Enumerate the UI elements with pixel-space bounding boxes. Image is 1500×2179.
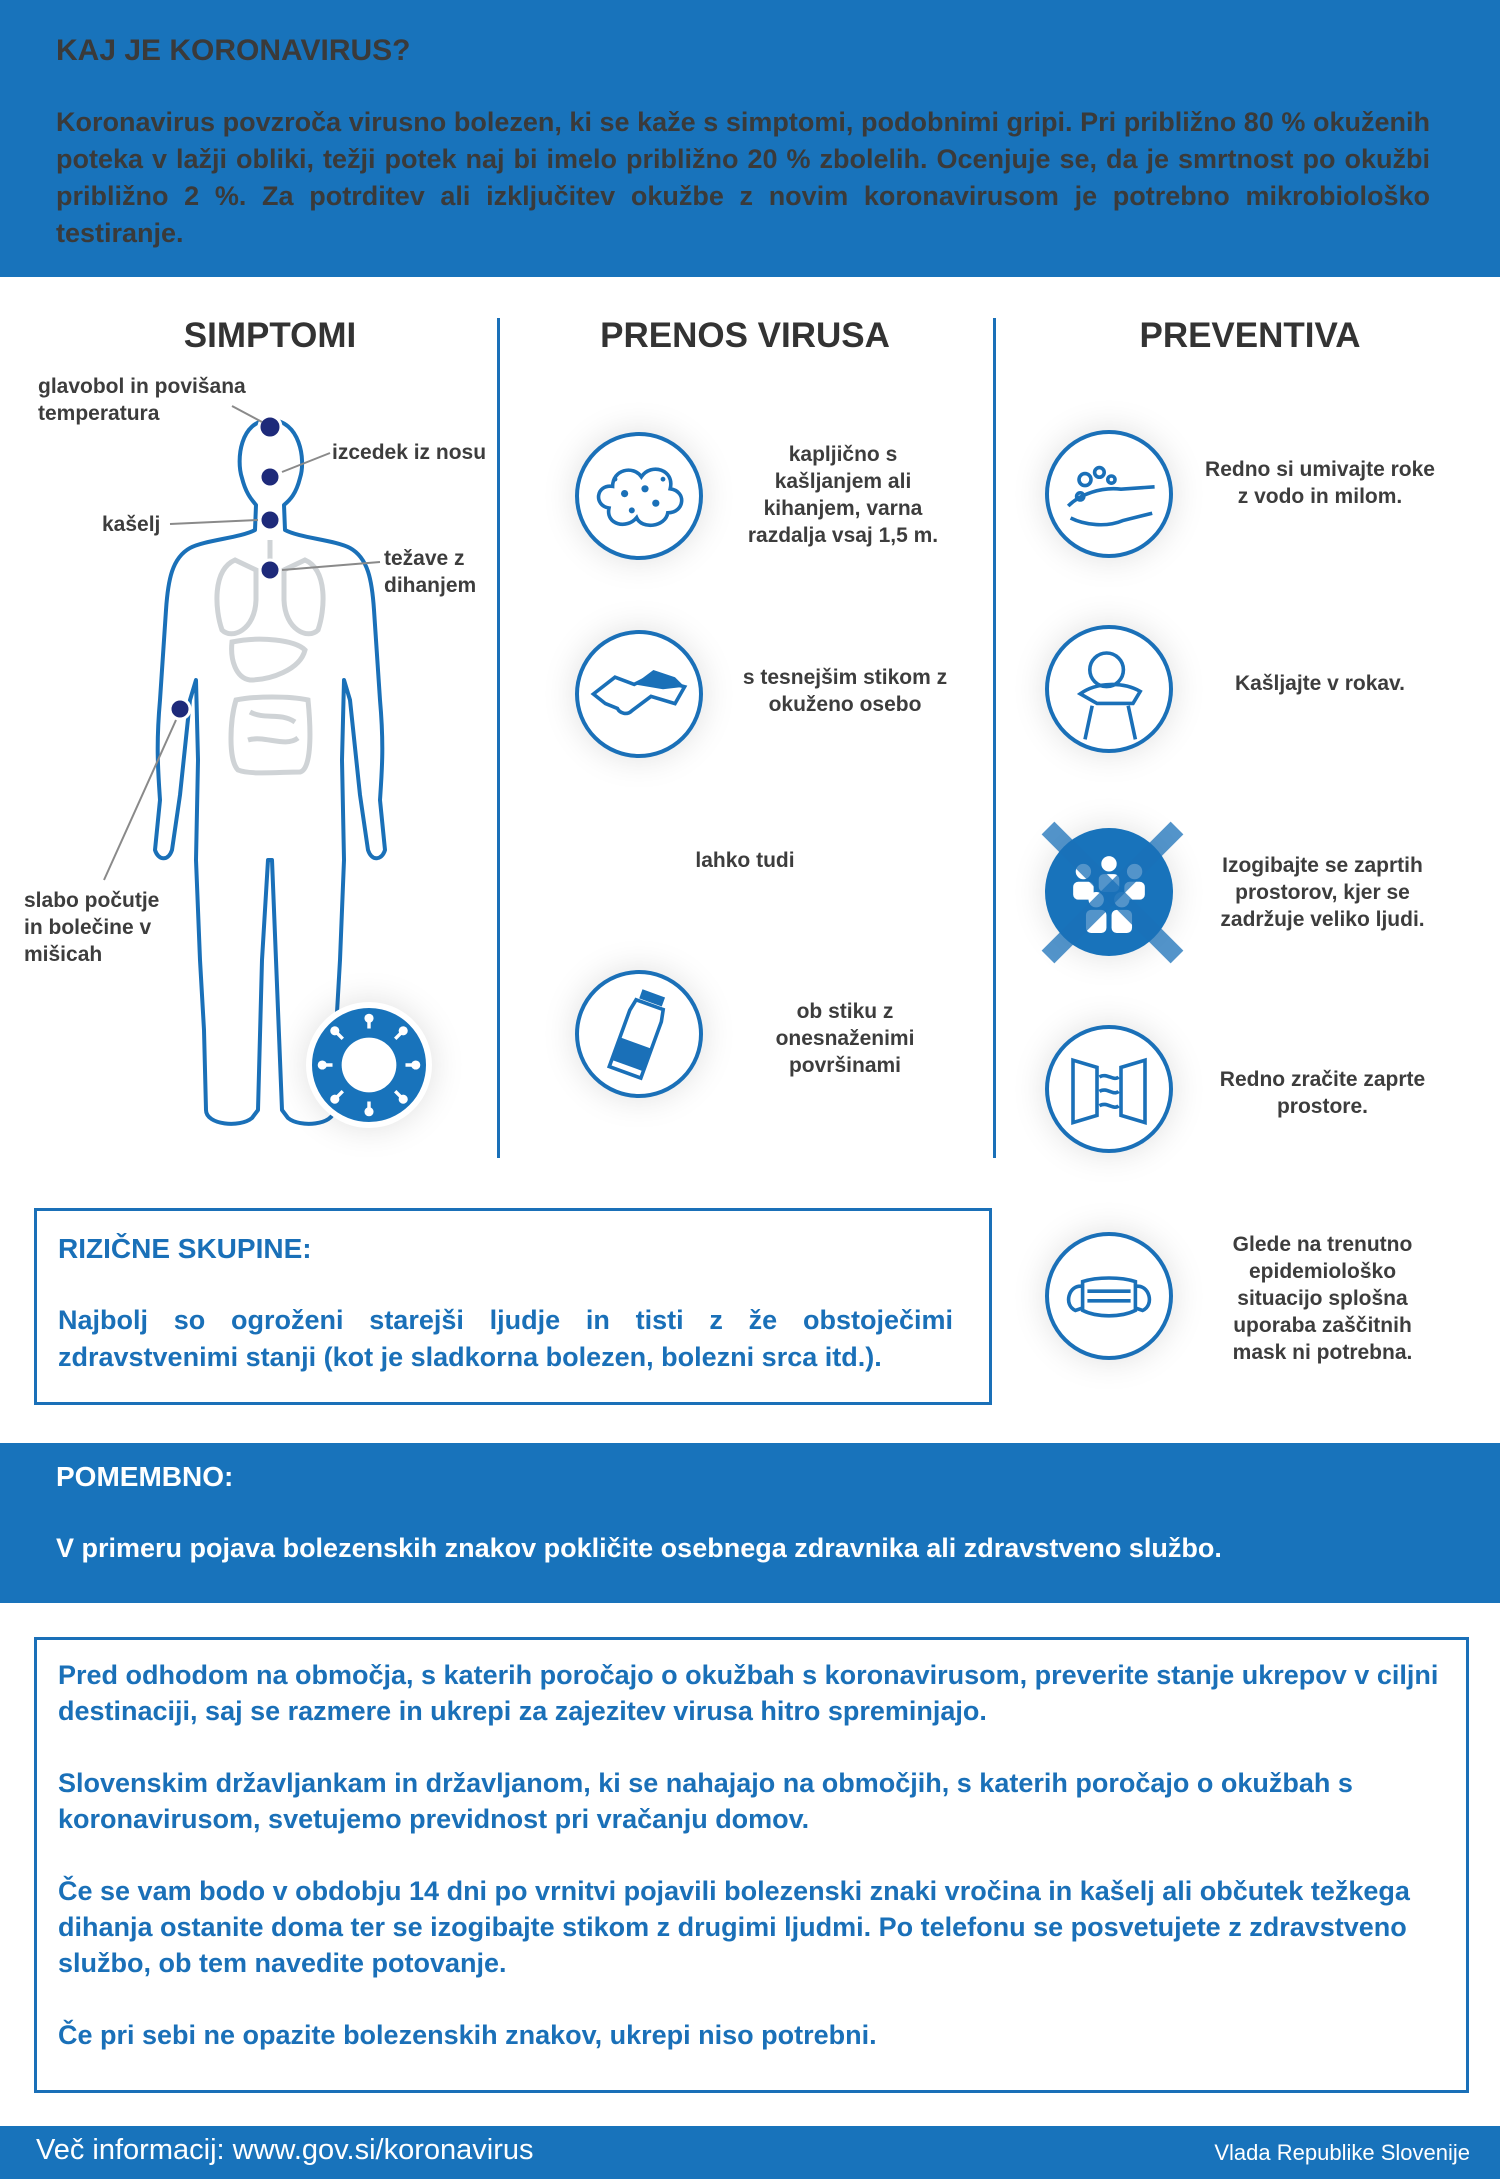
- transmission-surfaces-label: ob stiku z onesnaženimi površinami: [775, 1000, 915, 1077]
- symptom-headache: glavobol in povišana temperatura: [38, 375, 246, 425]
- transmission-also-label: lahko tudi: [695, 849, 795, 872]
- transmission-contact-label: s tesnejšim stikom z okuženo osebo: [742, 666, 948, 716]
- virus-icon: [306, 1002, 432, 1128]
- intro-title: KAJ JE KORONAVIRUS?: [56, 34, 411, 67]
- prevention-avoid-label: Izogibajte se zaprtih prostorov, kjer se zadržuje veliko ljudi.: [1220, 854, 1425, 931]
- intro-text: Koronavirus povzroča virusno bolezen, ki se kaže s simptomi, podobnimi gripi. Pri približno 80 % okuženih poteka v lažji obliki, težji potek naj bi imelo približno 20 % zbolelih. Ocenjuje se, da je smrtnost po okužbi približno 2 %. Za potrditev ali izključitev okužbe z novim koronavirusom je potrebno mikrobiološko testiranje.: [56, 107, 1430, 248]
- transmission-heading: PRENOS VIRUSA: [600, 316, 890, 355]
- symptom-cough: kašelj: [102, 513, 161, 536]
- symptom-runny-nose: izcedek iz nosu: [332, 441, 487, 464]
- droplets-icon: [575, 432, 703, 560]
- prevention-wash-label: Redno si umivajte roke z vodo in milom.: [1205, 458, 1435, 508]
- handwash-icon: [1045, 430, 1173, 558]
- prevention-sleeve-label: Kašljajte v rokav.: [1234, 672, 1406, 695]
- transmission-droplets-label: kapljično s kašljanjem ali kihanjem, varna razdalja vsaj 1,5 m.: [747, 443, 939, 547]
- advice-paragraph: Če se vam bodo v obdobju 14 dni po vrnitvi pojavili bolezenski znaki vročina in kašelj ali občutek težkega dihanja ostanite doma ter se izogibajte stikom z drugimi ljudmi. Po telefonu se posvetujete z zdravstveno službo, ob tem navedite potovanje.: [58, 1876, 1410, 1978]
- cross-mark-icon: [1040, 820, 1185, 965]
- bottle-icon: [575, 970, 703, 1098]
- symptom-breathing: težave z dihanjem: [384, 547, 477, 597]
- window-icon: [1045, 1025, 1173, 1153]
- footer-government: Vlada Republike Slovenije: [1214, 2140, 1470, 2165]
- important-title: POMEMBNO:: [56, 1461, 234, 1492]
- cough-sleeve-icon: [1045, 625, 1173, 753]
- footer-info-link[interactable]: Več informacij: www.gov.si/koronavirus: [36, 2134, 534, 2166]
- mask-icon: [1045, 1232, 1173, 1360]
- column-divider-2: [993, 318, 996, 1158]
- advice-paragraph: Slovenskim državljankam in državljanom, ki se nahajajo na območjih, s katerih poročajo o okužbah s koronavirusom, svetujemo previdnost pri vračanju domov.: [58, 1768, 1353, 1834]
- prevention-masks-label: Glede na trenutno epidemiološko situacijo splošna uporaba zaščitnih mask ni potrebna.: [1232, 1233, 1413, 1364]
- advice-paragraph: Če pri sebi ne opazite bolezenskih znakov, ukrepi niso potrebni.: [58, 2020, 877, 2050]
- risk-groups-text: Najbolj so ogroženi starejši ljudje in tisti z že obstoječimi zdravstvenimi stanji (kot je sladkorna bolezen, bolezni srca itd.).: [58, 1305, 953, 1372]
- important-text: V primeru pojava bolezenskih znakov pokličite osebnega zdravnika ali zdravstveno službo.: [56, 1533, 1222, 1563]
- prevention-heading: PREVENTIVA: [1139, 316, 1361, 355]
- symptom-malaise: slabo počutje in bolečine v mišicah: [24, 889, 160, 966]
- advice-paragraph: Pred odhodom na območja, s katerih poročajo o okužbah s koronavirusom, preverite stanje ukrepov v ciljni destinaciji, saj se razmere in ukrepi za zajezitev virusa hitro spreminjajo.: [58, 1660, 1439, 1726]
- prevention-ventilate-label: Redno zračite zaprte prostore.: [1219, 1068, 1426, 1118]
- symptoms-heading: SIMPTOMI: [183, 316, 357, 355]
- handshake-icon: [575, 630, 703, 758]
- risk-groups-title: RIZIČNE SKUPINE:: [58, 1233, 312, 1264]
